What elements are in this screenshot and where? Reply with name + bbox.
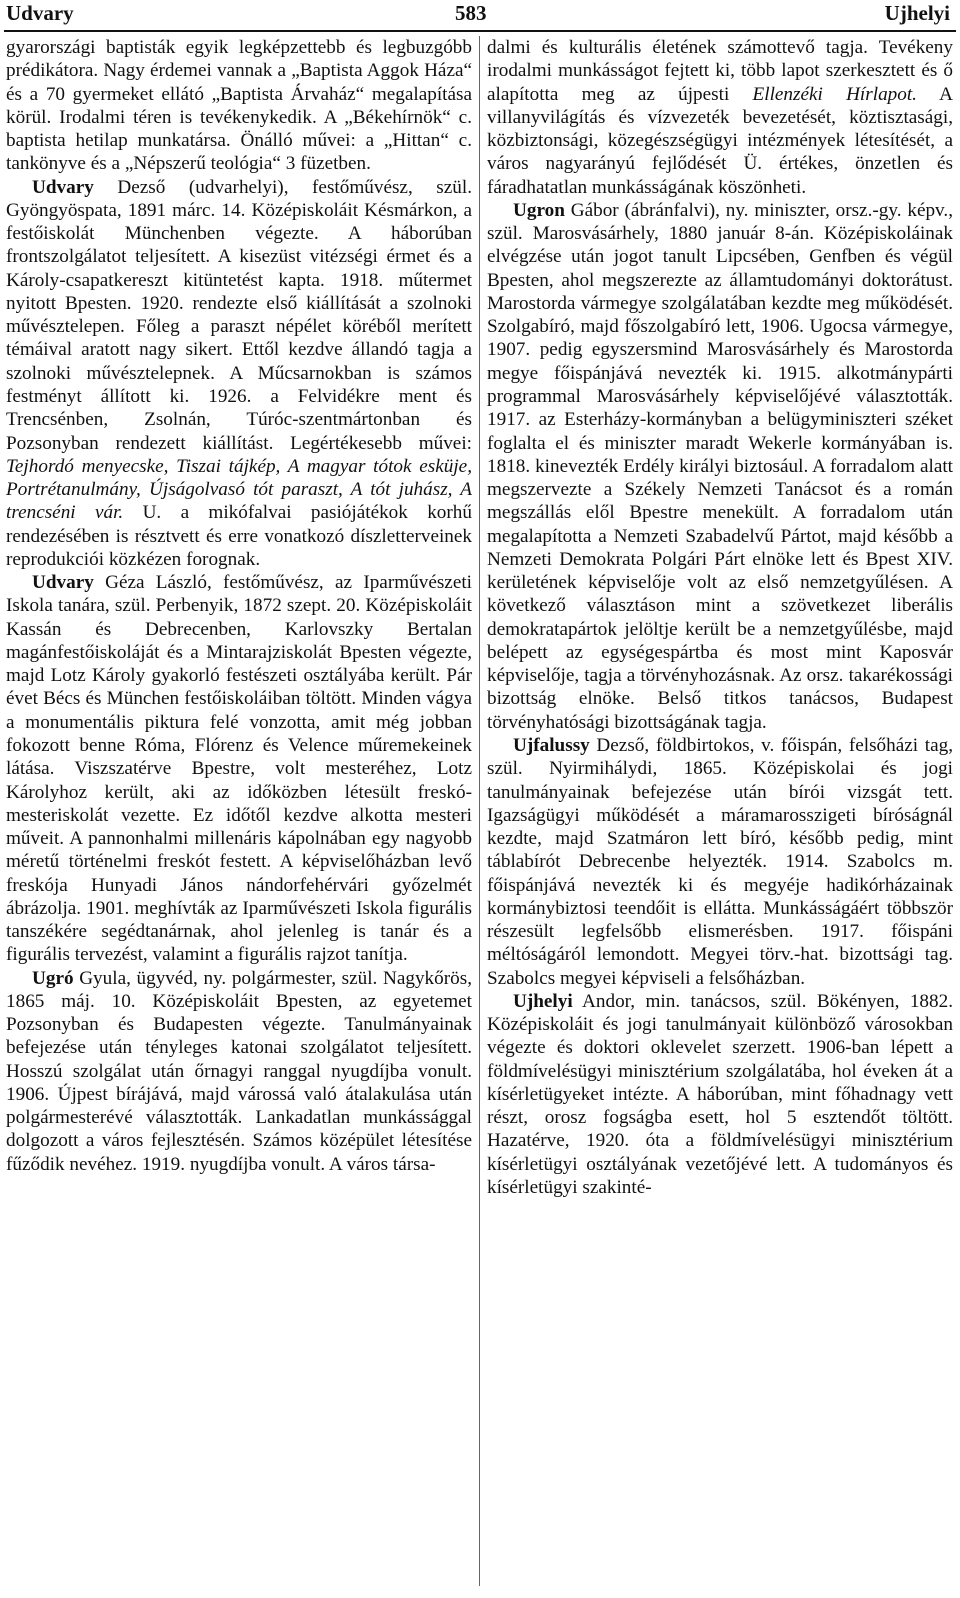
entry-headword: Ujhelyi (513, 990, 573, 1012)
entry-continuation (487, 36, 953, 199)
header-rule (4, 30, 956, 32)
entry-text: Géza László, festőművész, az Iparművészeti Iskola tanára, szül. Perbenyik, 1872 szept. 20. Középiskoláit Kassán és Debrecenben, Karlovszky Bertalan magánfestőiskoláját és a Mintarajziskolát Bpesten végezte, majd Lotz Károly gyakorló festészeti osztályába került. Pár évet Bécs és München festőiskoláiban töltött. Minden vágya a monumentális piktura felé vonzotta, amit még jobban fokozott benne Róma, Flórenz és Velence műremekeinek látása. Viszszatérve Bpestre, volt mesteréhez, Lotz Károlyhoz került, aki az időközben létesült freskó-mesteriskolát vezette. Ez időtől kezdve alkotta mesteri műveit. A pannonhalmi millenáris kápolnában egy nagyobb méretű történelmi freskót festett. A képviselőházban levő freskója Hunyadi János nándorfehérvári győzelmét ábrázolja. 1901. meghívták az Iparművészeti Iskola figurális tanszékére segédtanárnak, ahol jelenleg is tanár és a figurális tervezést, valamint a figurális rajzot tanítja. (6, 572, 472, 966)
entry-text-tail: A villanyvilágítás és vízvezeték bevezetését, köztisztasági, közbiztonsági, közegészségügyi intézmények létesítését, a város nagyarányú fejlődését Ü. értékes, önzetlen és fáradhatatlan munkásságának köszönheti. (487, 83, 954, 198)
header-left-keyword: Udvary (6, 1, 74, 25)
left-column (6, 36, 472, 1176)
running-header (0, 0, 960, 28)
entry-ujfalussy-dezso (487, 734, 953, 990)
entry-udvary-geza (6, 571, 472, 967)
entry-continuation: gyarországi baptisták egyik legképzettebb és legbuzgóbb prédikátora. Nagy érdemei vannak a „Baptista Aggok Háza“ és a 70 gyermeket ellátó „Baptista Árvaház“ megalapítása körül. Irodalmi téren is tevékenykedik. A „Békehírnök“ c. baptista hetilap munkatársa. Önálló művei: a „Hittan“ c. tankönyve és a „Népszerű teológia“ 3 füzetben. (6, 37, 472, 175)
entry-text: Gyula, ügyvéd, ny. polgármester, szül. Nagykőrös, 1865 máj. 10. Középiskoláit Bpesten, az egyetemet Pozsonyban és Budapesten végezte. Tanulmányainak befejezése után tényleges katonai szolgálatot teljesített. Hosszú szolgálat után őrnagyi ranggal nyugdíjba vonult. 1906. Újpest bírájává, majd várossá való átalakulása után polgármesterévé választották. Lankadatlan munkássággal dolgozott a város fejlesztésén. Számos középület létesítése fűződik nevéhez. 1919. nyugdíjba vonult. A város társa- (6, 967, 472, 1175)
entry-headword: Udvary (32, 176, 94, 198)
entry-text: Dezső, földbirtokos, v. főispán, felsőházi tag, szül. Nyirmihálydi, 1865. Középiskolai és jogi tanulmányainak befejezése után bírói vizsgát tett. Igazságügyi működését a máramarosszigeti bíróságnál kezdte, majd Szatmáron lett bíró, később pedig, mint táblabírót Debrecenbe helyezték. 1914. Szabolcs m. főispánjává nevezték ki és megyéje hadikórházainak kormánybiztosi teendőit is ellátta. Munkásságáért többször részesült legfelsőbb elismerésben. 1917. főispáni méltóságáról lemondott. Megyei törv.-hat. bizottsági tag. Szabolcs megyei képviseli a felsőházban. (487, 734, 953, 989)
entry-works: Tejhordó menyecske, Tiszai tájkép, A magyar tótok esküje, Portrétanulmány, Újságolvasó tót paraszt, A tót juhász, A trencséni vár. (6, 455, 472, 524)
entry-ujhelyi-andor (487, 990, 953, 1199)
entry-headword: Ugró (32, 967, 74, 989)
entry-text-tail: U. a mikófalvai pasiójátékok korhű rendezésében is résztvett és erre vonatkozó díszletterveinek reprodukciói közkézen forognak. (6, 502, 472, 570)
entry-text: Gábor (ábránfalvi), ny. miniszter, orsz.-gy. képv., szül. Marosvásárhely, 1880 január 8-án. Középiskoláinak elvégzése után jogot tanult Lipcsében, Genfben és végül Bpesten, ahol megszerezte az államtudományi doktorátust. Marostorda vármegye szolgálatában kezdte meg működését. Szolgabíró, majd főszolgabíró lett, 1906. Ugocsa vármegye, 1907. pedig egyszersmind Marosvásárhely és Marostorda megye főispánjává nevezték ki. 1915. alkotmánypárti programmal Marosvásárhely képviselőjévé választották. 1917. az Esterházy-kormányban a belügyminiszteri széket foglalta el és miniszter maradt Wekerle kormányában is. 1818. kinevezték Erdély királyi biztosául. A forradalom alatt megszervezte a Székely Nemzeti Tanácsot és a román megszállás elől Bpestre menekült. A forradalom után megalapította a Nemzeti Szabadelvű Pártot, majd később a Nemzeti Demokrata Polgári Párt elnöke lett és Bpest XIV. kerületének képviselője volt az első nemzetgyűlésen. A következő választáson mint a szövetkezet liberális demokratapártok jelöltje került be a nemzetgyűlésbe, majd belépett az egységespártba és most mint Kaposvár képviselője, tagja a törvényhozásnak. Az orsz. takarékossági bizottság elnöke. Belső titkos tanácsos, Budapest törvényhatósági bizottságának tagja. (487, 199, 953, 733)
column-divider (479, 36, 480, 1586)
entry-text: Andor, min. tanácsos, szül. Bökényen, 1882. Középiskoláit és jogi tanulmányait különböző városokban végezte és doktori oklevelet szerzett. 1906-ban lépett a földmívelésügyi minisztérium szolgálatába, hol éveken át a kísérletügyeket intézte. A háborúban, mint főhadnagy vett részt, orosz fogságba esett, hol 5 esztendőt töltött. Hazatérve, 1920. óta a földmívelésügyi minisztérium kísérletügyi osztályának vezetőjévé lett. A tudományos és kísérletügyi szakinté- (487, 990, 953, 1199)
entry-text: dalmi és kulturális életének számottevő tagja. Tevékeny irodalmi munkásságot fejtett ki, több lapot szerkesztett és ő alapította meg az újpesti (487, 37, 953, 105)
header-right-keyword: Ujhelyi (884, 1, 950, 25)
entry-headword: Ujfalussy (513, 734, 590, 756)
entry-udvary-dezso (6, 176, 472, 572)
entry-text: Dezső (udvarhelyi), festőművész, szül. Gyöngyöspata, 1891 márc. 14. Középiskoláit Késmárkon, a festőiskolát Münchenben végezte. A háborúban frontszolgálatot teljesített. A kisezüst vitézségi érmet és a Károly-csapatkereszt kitüntetést kapta. 1918. műtermet nyitott Bpesten. 1920. rendezte első kiállítását a szolnoki művésztelepen. Főleg a paraszt népélet köréből merített témáival aratott nagy sikert. Ettől kezdve állandó tagja a szolnoki művésztelepnek. A Műcsarnokban is számos festményt állított ki. 1926. a Felvidékre ment és Trencsénben, Zsolnán, Túróc-szentmártonban és Pozsonyban rendezett kiállítást. Legértékesebb művei: (6, 176, 472, 454)
entry-headword: Ugron (513, 199, 565, 221)
entry-ugro-gyula (6, 967, 472, 1176)
newspaper-title: Ellenzéki Hírlapot. (752, 83, 917, 105)
entry-headword: Udvary (32, 572, 94, 594)
page-number: 583 (455, 1, 487, 25)
entry-ugron-gabor (487, 199, 953, 734)
right-column (487, 36, 953, 1199)
